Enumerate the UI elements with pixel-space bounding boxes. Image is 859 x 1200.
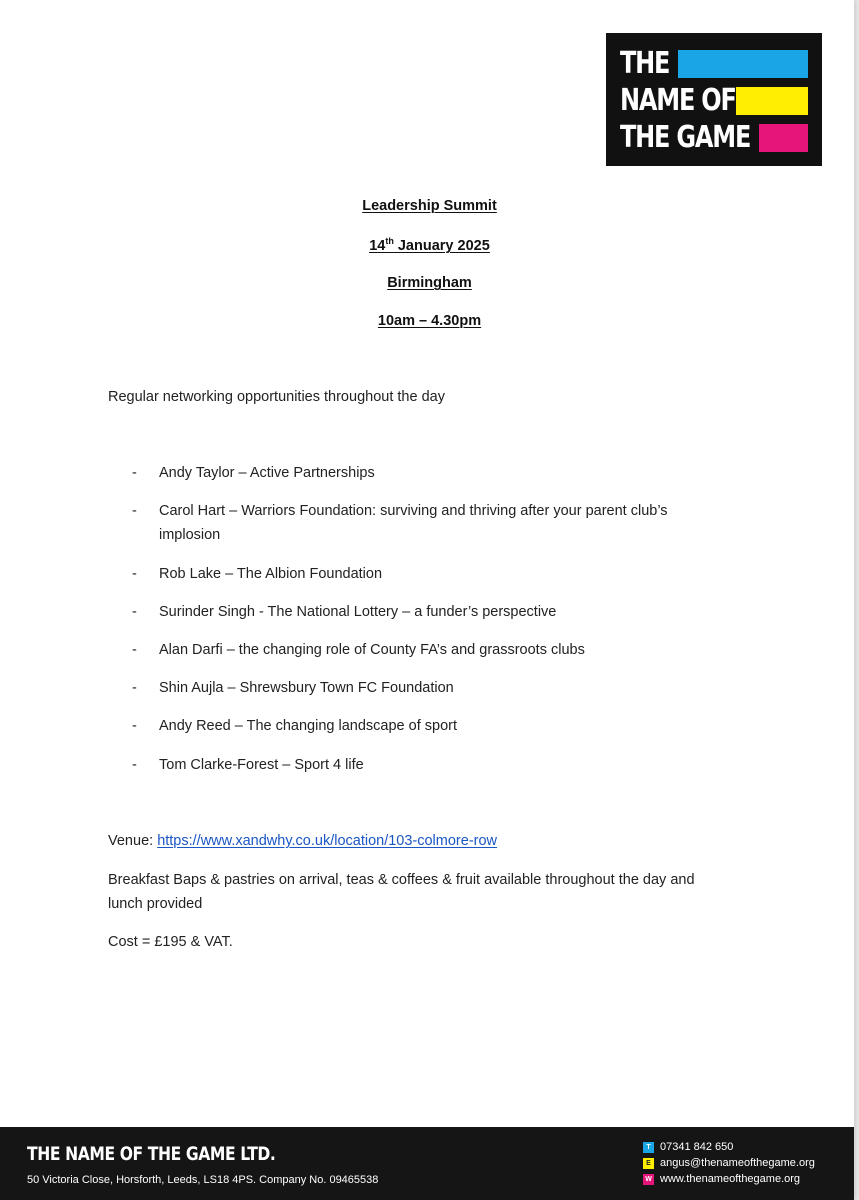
- event-date-suffix: th: [385, 236, 394, 246]
- venue-link[interactable]: https://www.xandwhy.co.uk/location/103-colmore-row: [157, 833, 498, 849]
- list-dash: -: [132, 680, 137, 696]
- logo-line-2: NAME OF: [620, 83, 736, 118]
- email-icon: E: [643, 1158, 654, 1169]
- web-icon: W: [643, 1174, 654, 1185]
- speaker-text: Shin Aujla – Shrewsbury Town FC Foundation: [159, 680, 454, 696]
- speaker-text: Carol Hart – Warriors Foundation: surviving and thriving after your parent club’s: [159, 503, 668, 519]
- logo-line-1: THE: [620, 46, 670, 81]
- footer: [0, 1127, 854, 1200]
- phone-number: 07341 842 650: [660, 1141, 734, 1153]
- logo-yellow-bar: [736, 87, 808, 115]
- logo-line-3: THE GAME: [620, 120, 751, 155]
- event-title-text: Leadership Summit: [362, 198, 497, 214]
- list-dash: -: [132, 604, 137, 620]
- speaker-text-continued: implosion: [159, 527, 221, 543]
- event-time: [0, 313, 859, 329]
- event-date: [0, 236, 859, 254]
- list-dash: -: [132, 757, 137, 773]
- cost-text: Cost = £195 & VAT.: [108, 934, 233, 950]
- event-date-rest: January 2025: [393, 238, 490, 254]
- event-date-day: 14: [369, 238, 386, 254]
- speaker-text: Andy Taylor – Active Partnerships: [159, 465, 375, 481]
- catering-line-1: Breakfast Baps & pastries on arrival, teas & coffees & fruit available throughout the day and: [108, 872, 695, 888]
- event-location: [0, 275, 859, 291]
- intro-text: Regular networking opportunities throughout the day: [108, 389, 445, 405]
- speaker-text: Tom Clarke-Forest – Sport 4 life: [159, 757, 364, 773]
- email-address[interactable]: angus@thenameofthegame.org: [660, 1157, 815, 1169]
- list-dash: -: [132, 465, 137, 481]
- catering-text: [108, 868, 695, 916]
- event-time-text: 10am – 4.30pm: [377, 313, 482, 329]
- list-dash: -: [132, 503, 137, 519]
- footer-address: 50 Victoria Close, Horsforth, Leeds, LS18 4PS. Company No. 09465538: [27, 1174, 379, 1186]
- logo-cyan-bar: [678, 50, 808, 78]
- speaker-text: Surinder Singh - The National Lottery – a funder’s perspective: [159, 604, 557, 620]
- list-dash: -: [132, 718, 137, 734]
- event-title: [0, 198, 859, 214]
- logo-magenta-bar: [759, 124, 808, 152]
- phone-icon: T: [643, 1142, 654, 1153]
- speaker-text: Andy Reed – The changing landscape of sport: [159, 718, 457, 734]
- speaker-text: Alan Darfi – the changing role of County FA’s and grassroots clubs: [159, 642, 585, 658]
- venue-line: [108, 829, 497, 853]
- venue-label: Venue:: [108, 833, 158, 849]
- list-dash: -: [132, 642, 137, 658]
- brand-logo: [606, 33, 822, 166]
- catering-line-2: lunch provided: [108, 896, 203, 912]
- event-location-text: Birmingham: [387, 275, 472, 291]
- website-address[interactable]: www.thenameofthegame.org: [660, 1173, 801, 1185]
- footer-company-name: THE NAME OF THE GAME LTD.: [27, 1143, 276, 1165]
- speaker-text: Rob Lake – The Albion Foundation: [159, 566, 383, 582]
- list-dash: -: [132, 566, 137, 582]
